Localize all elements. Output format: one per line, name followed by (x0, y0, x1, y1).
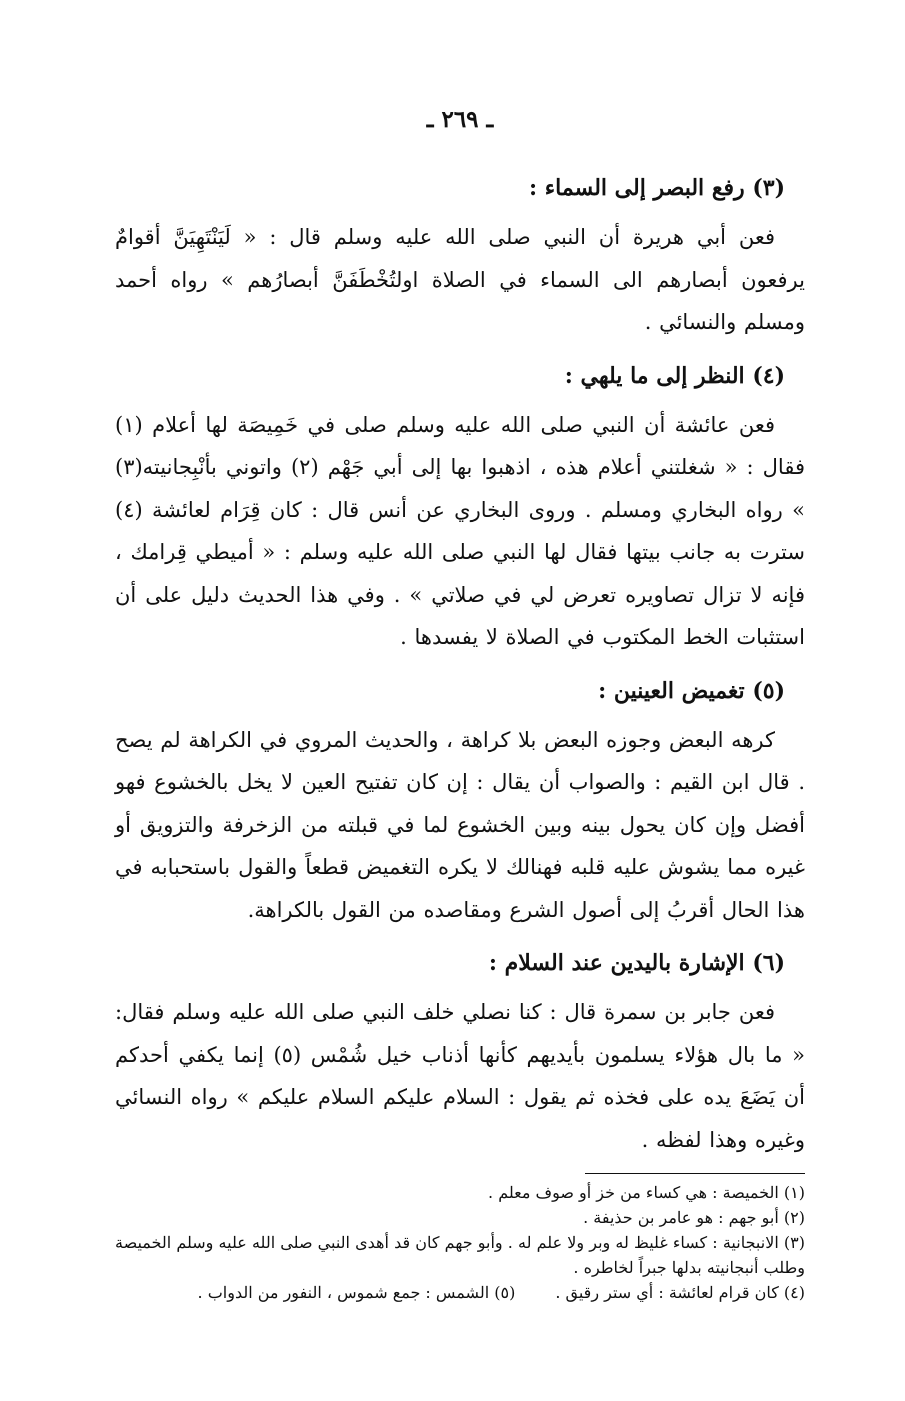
section-heading: (٣) رفع البصر إلى السماء : (529, 175, 785, 201)
section-paragraph: فعن جابر بن سمرة قال : كنا نصلي خلف النبي صلى الله عليه وسلم فقال: « ما بال هؤلاء يسلمون بأيديهم كأنها أذناب خيل شُمْس (٥) إنما يكفي أحدكم أن يَضَعَ يده على فخذه ثم يقول : السلام عليكم السلام عليكم » رواه النسائي وغيره وهذا لفظه . (115, 1000, 805, 1152)
footnote-2: (٢) أبو جهم : هو عامر بن حذيفة . (583, 1208, 805, 1227)
footnote-4-5-line (115, 1280, 805, 1305)
footnote-3: (٣) الانبجانية : كساء غليظ له وبر ولا علم له . وأبو جهم كان قد أهدى النبي صلى الله عليه وسلم الخميصة وطلب أنبجانيته بدلها جبراً لخاطره . (115, 1233, 805, 1277)
footnote-4: (٤) كان قرام لعائشة : أي ستر رقيق . (555, 1283, 805, 1302)
section-raising-gaze (115, 168, 805, 344)
page-number: ـ ٢٦٩ ـ (426, 106, 494, 133)
book-page (115, 100, 805, 1305)
footnote-divider (585, 1173, 805, 1174)
section-hand-gesture-salam (115, 943, 805, 1161)
footnotes-list (115, 1180, 805, 1305)
section-heading: (٦) الإشارة باليدين عند السلام : (488, 950, 785, 976)
footnote-5: (٥) الشمس : جمع شموس ، النفور من الدواب . (197, 1283, 516, 1302)
section-heading: (٤) النظر إلى ما يلهي : (564, 362, 785, 389)
section-distracting-look (115, 356, 805, 659)
section-closing-eyes (115, 671, 805, 932)
section-paragraph: فعن أبي هريرة أن النبي صلى الله عليه وسلم قال : « لَيَنْتَهِيَنَّ أقوامٌ يرفعون أبصارهم الى السماء في الصلاة اولتُخْطَفَنَّ أبصارُهم » رواه أحمد ومسلم والنسائي . (115, 225, 805, 334)
section-paragraph: كرهه البعض وجوزه البعض بلا كراهة ، والحديث المروي في الكراهة لم يصح . قال ابن القيم : والصواب أن يقال : إن كان تفتيح العين لا يخل بالخشوع فهو أفضل وإن كان يحول بينه وبين الخشوع لما في قبلته من الزخرفة والتزويق أو غيره مما يشوش عليه قلبه فهنالك لا يكره التغميض قطعاً والقول باستحبابه في هذا الحال أقربُ إلى أصول الشرع ومقاصده من القول بالكراهة. (115, 727, 805, 922)
section-heading: (٥) تغميض العينين : (598, 677, 785, 704)
section-paragraph: فعن عائشة أن النبي صلى الله عليه وسلم صلى في خَمِيصَة لها أعلام (١) فقال : « شغلتني أعلام هذه ، اذهبوا بها إلى أبي جَهْم (٢) واتوني بأنْبِجانيته(٣) » رواه البخاري ومسلم . وروى البخاري عن أنس قال : كان قِرَام لعائشة (٤) سترت به جانب بيتها فقال لها النبي صلى الله عليه وسلم : « أميطي قِرامك ، فإنه لا تزال تصاويره تعرض لي في صلاتي » . وفي هذا الحديث دليل على أن استثبات الخط المكتوب في الصلاة لا يفسدها . (115, 412, 805, 649)
footnote-1: (١) الخميصة : هي كساء من خز أو صوف معلم . (488, 1183, 805, 1202)
